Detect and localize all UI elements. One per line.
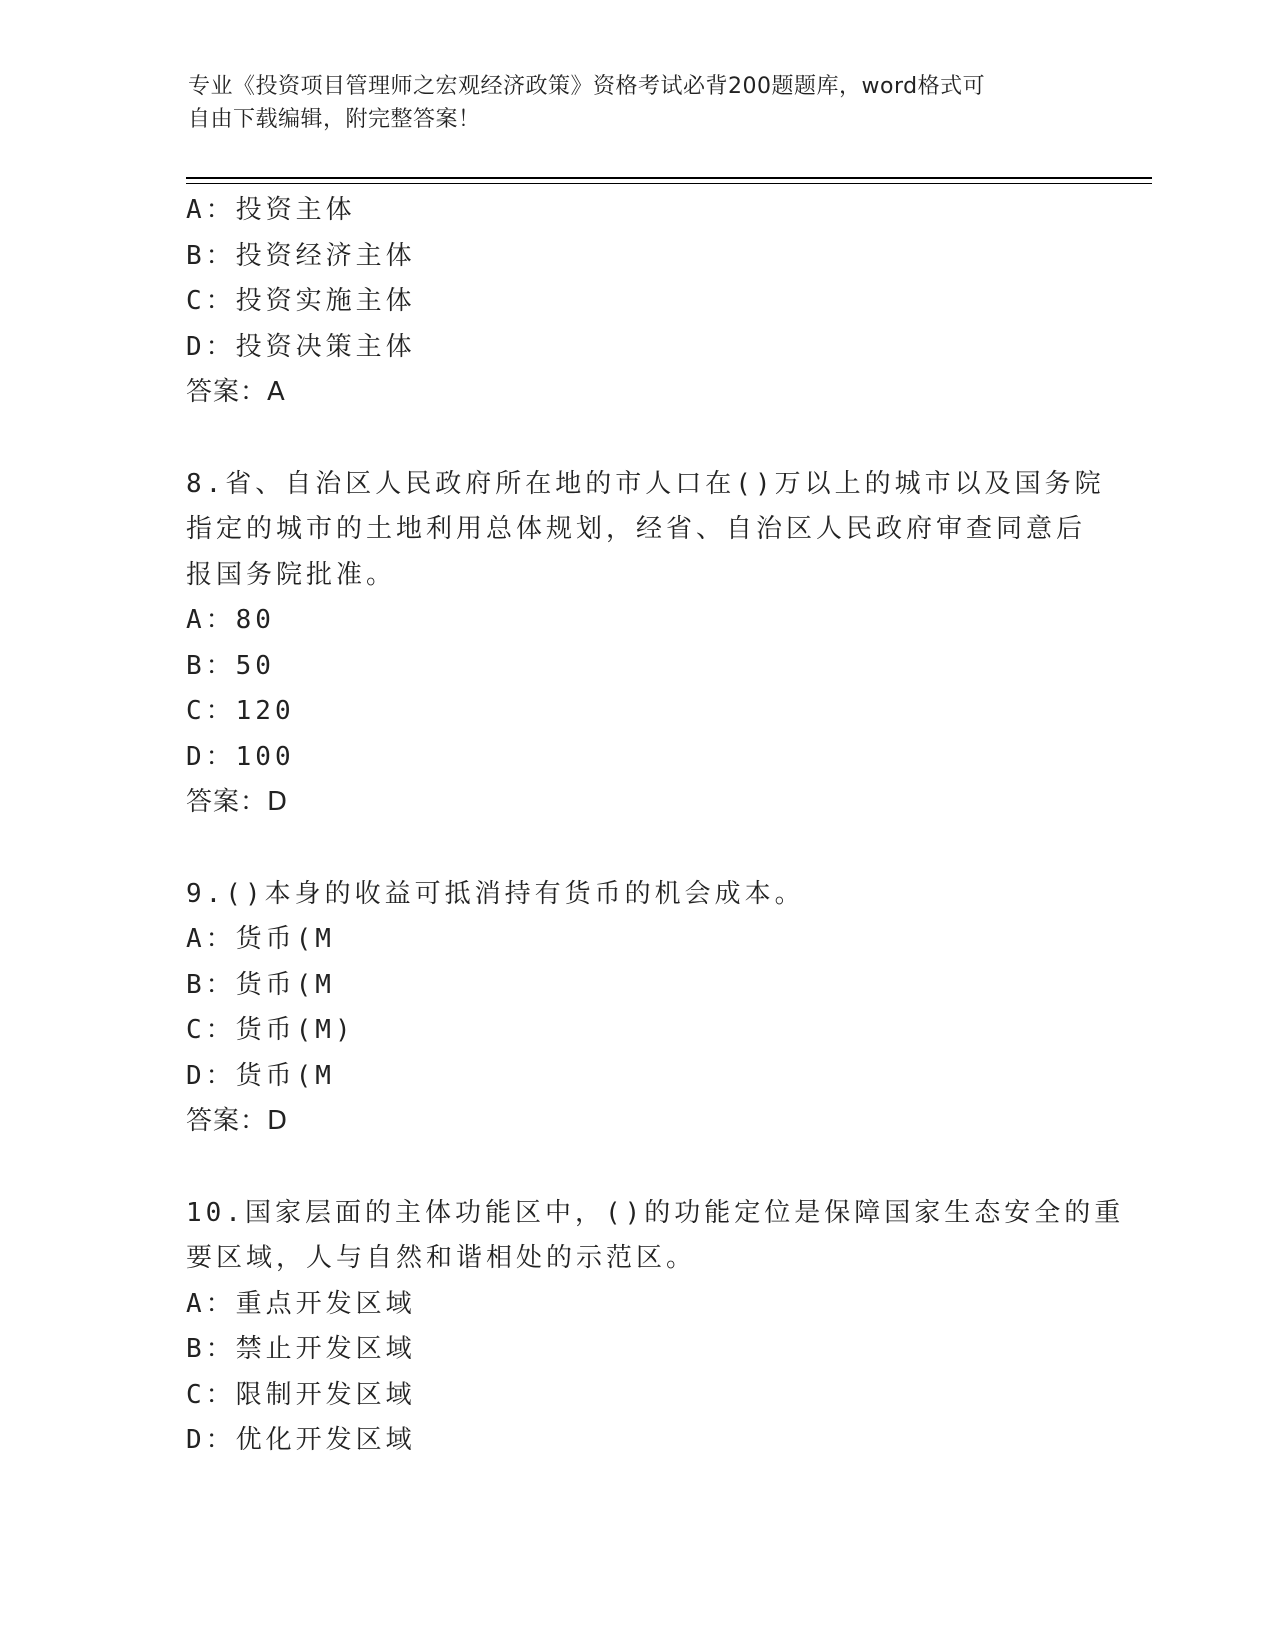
option-b: B：50 (186, 650, 275, 681)
question-8 (186, 462, 1105, 826)
option-d: D：货币(M (186, 1060, 335, 1091)
header-line-1: 专业《投资项目管理师之宏观经济政策》资格考试必背200题题库，word格式可 (188, 74, 986, 99)
option-d: D：投资决策主体 (186, 331, 416, 362)
option-a: A：80 (186, 605, 275, 635)
header-line-2: 自由下载编辑，附完整答案！ (188, 107, 481, 132)
option-b: B：禁止开发区域 (186, 1334, 416, 1364)
option-a: A：投资主体 (186, 195, 356, 225)
option-a: A：重点开发区域 (186, 1288, 416, 1319)
option-d: D：100 (186, 741, 295, 772)
question-7 (186, 188, 1086, 416)
option-c: C：货币(M) (186, 1015, 355, 1045)
question-stem: 指定的城市的土地利用总体规划，经省、自治区人民政府审查同意后 (186, 514, 1087, 544)
question-9 (186, 872, 1086, 1145)
question-list (186, 188, 1125, 1464)
option-a: A：货币(M (186, 924, 335, 954)
answer: 答案：D (186, 1106, 289, 1136)
document-header (188, 70, 1068, 136)
header-rule (186, 177, 1152, 179)
question-stem: 报国务院批准。 (186, 559, 397, 590)
question-stem: 10.国家层面的主体功能区中，()的功能定位是保障国家生态安全的重 (186, 1197, 1125, 1228)
option-b: B：投资经济主体 (186, 240, 416, 271)
question-stem: 8.省、自治区人民政府所在地的市人口在()万以上的城市以及国务院 (186, 468, 1105, 499)
question-stem: 要区域，人与自然和谐相处的示范区。 (186, 1243, 697, 1273)
option-c: C：限制开发区域 (186, 1379, 416, 1410)
option-c: C：120 (186, 696, 295, 726)
option-b: B：货币(M (186, 969, 335, 1000)
question-stem: 9.()本身的收益可抵消持有货币的机会成本。 (186, 878, 805, 909)
question-10 (186, 1191, 1125, 1464)
header-rule-thin (186, 183, 1152, 184)
option-d: D：优化开发区域 (186, 1425, 416, 1455)
answer: 答案：A (186, 377, 286, 407)
answer: 答案：D (186, 787, 289, 817)
option-c: C：投资实施主体 (186, 286, 416, 316)
